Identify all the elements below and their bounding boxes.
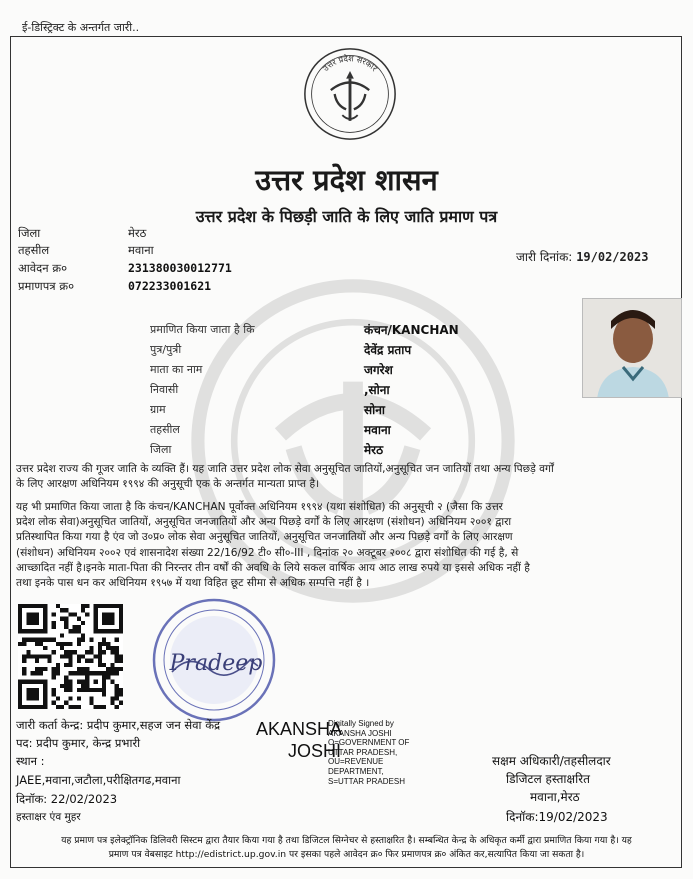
certification-line: प्रदेश लोक सेवा)अनुसूचित जातियों, अनुसूचित जनजातियों और अन्य पिछड़े वर्गों के लिए आरक्षण (संशोधन) अधिनियम २००१ द्वारा [16, 516, 512, 529]
signature-meta-line: S=UTTAR PRADESH [328, 776, 405, 786]
parent-name: देवेंद्र प्रताप [364, 343, 412, 357]
digitally-signed-label: डिजिटल हस्ताक्षरित [506, 772, 590, 786]
digital-signature-details [328, 719, 409, 786]
signature-meta-line: AKANSHA JOSHI [328, 728, 392, 738]
resident-label: निवासी [150, 383, 179, 396]
svg-text:उत्तर प्रदेश सरकार: उत्तर प्रदेश सरकार [320, 53, 380, 74]
signature-meta-line: Digitally Signed by [328, 719, 394, 728]
signature-meta-line: O=GOVERNMENT OF [328, 738, 410, 748]
issuing-centre: जारी कर्ता केन्द्र: प्रदीप कुमार,सहज जन सेवा केंद्र [16, 718, 221, 732]
certificate-no-label: प्रमाणपत्र क्र० [18, 279, 75, 293]
place-label: स्थान : [16, 754, 45, 768]
signature-meta-line: UTTAR PRADESH, [328, 747, 398, 757]
person-tehsil-label: तहसील [150, 423, 180, 436]
person-name: कंचन/KANCHAN [364, 323, 459, 337]
person-district-value: मेरठ [364, 443, 384, 457]
tehsil-value: मवाना [128, 243, 154, 257]
application-no-value: 231380030012771 [128, 261, 232, 275]
applicant-photo [582, 298, 682, 398]
parent-label: पुत्र/पुत्री [150, 343, 182, 356]
issue-date [516, 248, 648, 265]
certificate-title: उत्तर प्रदेश शासन [255, 163, 438, 197]
official-seal-stamp [150, 596, 278, 724]
village-label: ग्राम [150, 403, 166, 416]
person-photo-icon [583, 299, 682, 398]
up-government-emblem-icon [302, 46, 398, 142]
district-label: जिला [18, 226, 41, 240]
village-value: सोना [364, 403, 385, 417]
signature-meta-line: OU=REVENUE [328, 757, 384, 767]
issuer-post: पद: प्रदीप कुमार, केन्द्र प्रभारी [16, 736, 141, 750]
footer-line: यह प्रमाण पत्र इलेक्ट्रॉनिक डिलिवरी सिस्टम द्वारा तैयार किया गया है तथा डिजिटल सिग्नेचर से हस्ताक्षरित है। सम्बन्धित केन्द्र के अधिकृत कर्मी द्वारा प्रमाणित किया गया है। यह [61, 835, 632, 846]
certification-line: यह भी प्रमाणित किया जाता है कि कंचन/KANCHAN पूर्वोक्त अधिनियम १९९४ (यथा संशोधित) की अनुसूची २ (जैसा कि उत्तर [16, 501, 503, 513]
signer-first-name: AKANSHA [256, 719, 343, 739]
caste-paragraph [16, 462, 666, 492]
application-no-label: आवेदन क्र० [18, 261, 68, 275]
tehsil-label: तहसील [18, 243, 50, 257]
mother-name: जगरेश [364, 363, 393, 377]
issue-date-value: 19/02/2023 [576, 250, 649, 264]
person-district-label: जिला [150, 443, 172, 456]
person-tehsil-value: मवाना [364, 423, 391, 437]
signature-meta-line: DEPARTMENT, [328, 766, 384, 776]
qr-code-icon [18, 604, 123, 709]
competent-officer: सक्षम अधिकारी/तहसीलदार [492, 754, 611, 768]
caste-paragraph-line: उत्तर प्रदेश राज्य की गूजर जाति के व्यक्ति हैं। यह जाति उत्तर प्रदेश लोक सेवा अनुसूचित जातियों,अनुसूचित जन जातियों तथा अन्य पिछड़े वर्गों [16, 463, 554, 475]
certification-line: तथा इनके पास धन कर अधिनियम १९५७ में यथा विहित छूट सीमा से अधिक सम्पत्ति नहीं है । [16, 577, 370, 590]
certification-line: आच्छादित नहीं है।इनके माता-पिता की निरन्तर तीन वर्षों की अवधि के लिये सकल वार्षिक आय आठ लाख रुपये या इससे अधिक नहीं है [16, 561, 530, 574]
seal-signature: Pradeep [169, 651, 263, 676]
certification-paragraph [16, 500, 666, 591]
certificate-subtitle: उत्तर प्रदेश के पिछड़ी जाति के लिए जाति प्रमाण पत्र [195, 207, 498, 226]
resident-value: ,सोना [364, 383, 390, 397]
top-note: ई-डिस्ट्रिक्ट के अन्तर्गत जारी.. [22, 21, 140, 34]
issuer-place: JAEE,मवाना,जटौला,परीक्षितगढ,मवाना [16, 773, 181, 787]
signature-and-seal-label: हस्ताक्षर एंव मुहर [16, 811, 81, 823]
footer-line: प्रमाण पत्र वेबसाइट http://edistrict.up.gov.in पर इसका पहले आवेदन क्र० फिर प्रमाणपत्र क्र० अंकित कर,सत्यापित किया जा सकता है। [108, 849, 585, 860]
issuer-date: दिनॉक: 22/02/2023 [16, 792, 118, 806]
district-value: मेरठ [128, 226, 147, 240]
issue-date-label: जारी दिनांक: [516, 250, 573, 264]
certification-line: (संशोधन) अधिनियम २००२ एवं शासनादेश संख्या 22/16/92 टी० सी०-III , दिनांक २० अक्टूबर २००८ द्वारा संशोधित की गई है, से [16, 546, 519, 559]
officer-date: दिनॉक:19/02/2023 [506, 810, 608, 824]
officer-place: मवाना,मेरठ [530, 790, 580, 804]
certificate-no-value: 072233001621 [128, 279, 212, 293]
mother-label: माता का नाम [150, 363, 203, 376]
signer-last-name: JOSHI [288, 741, 342, 761]
verification-footer [14, 834, 679, 862]
caste-paragraph-line: के लिए आरक्षण अधिनियम १९९४ की अनुसूची एक के अन्तर्गत मान्यता प्राप्त है। [16, 478, 320, 491]
certified-that-label: प्रमाणित किया जाता है कि [150, 323, 255, 336]
certification-line: प्रतिस्थापित किया गया है एंव जो उ०प्र० लोक सेवा अनुसूचित जातियों, अनुसूचित जनजातियों और अन्य पिछड़े वर्गों के लिए आरक्षण [16, 531, 513, 544]
